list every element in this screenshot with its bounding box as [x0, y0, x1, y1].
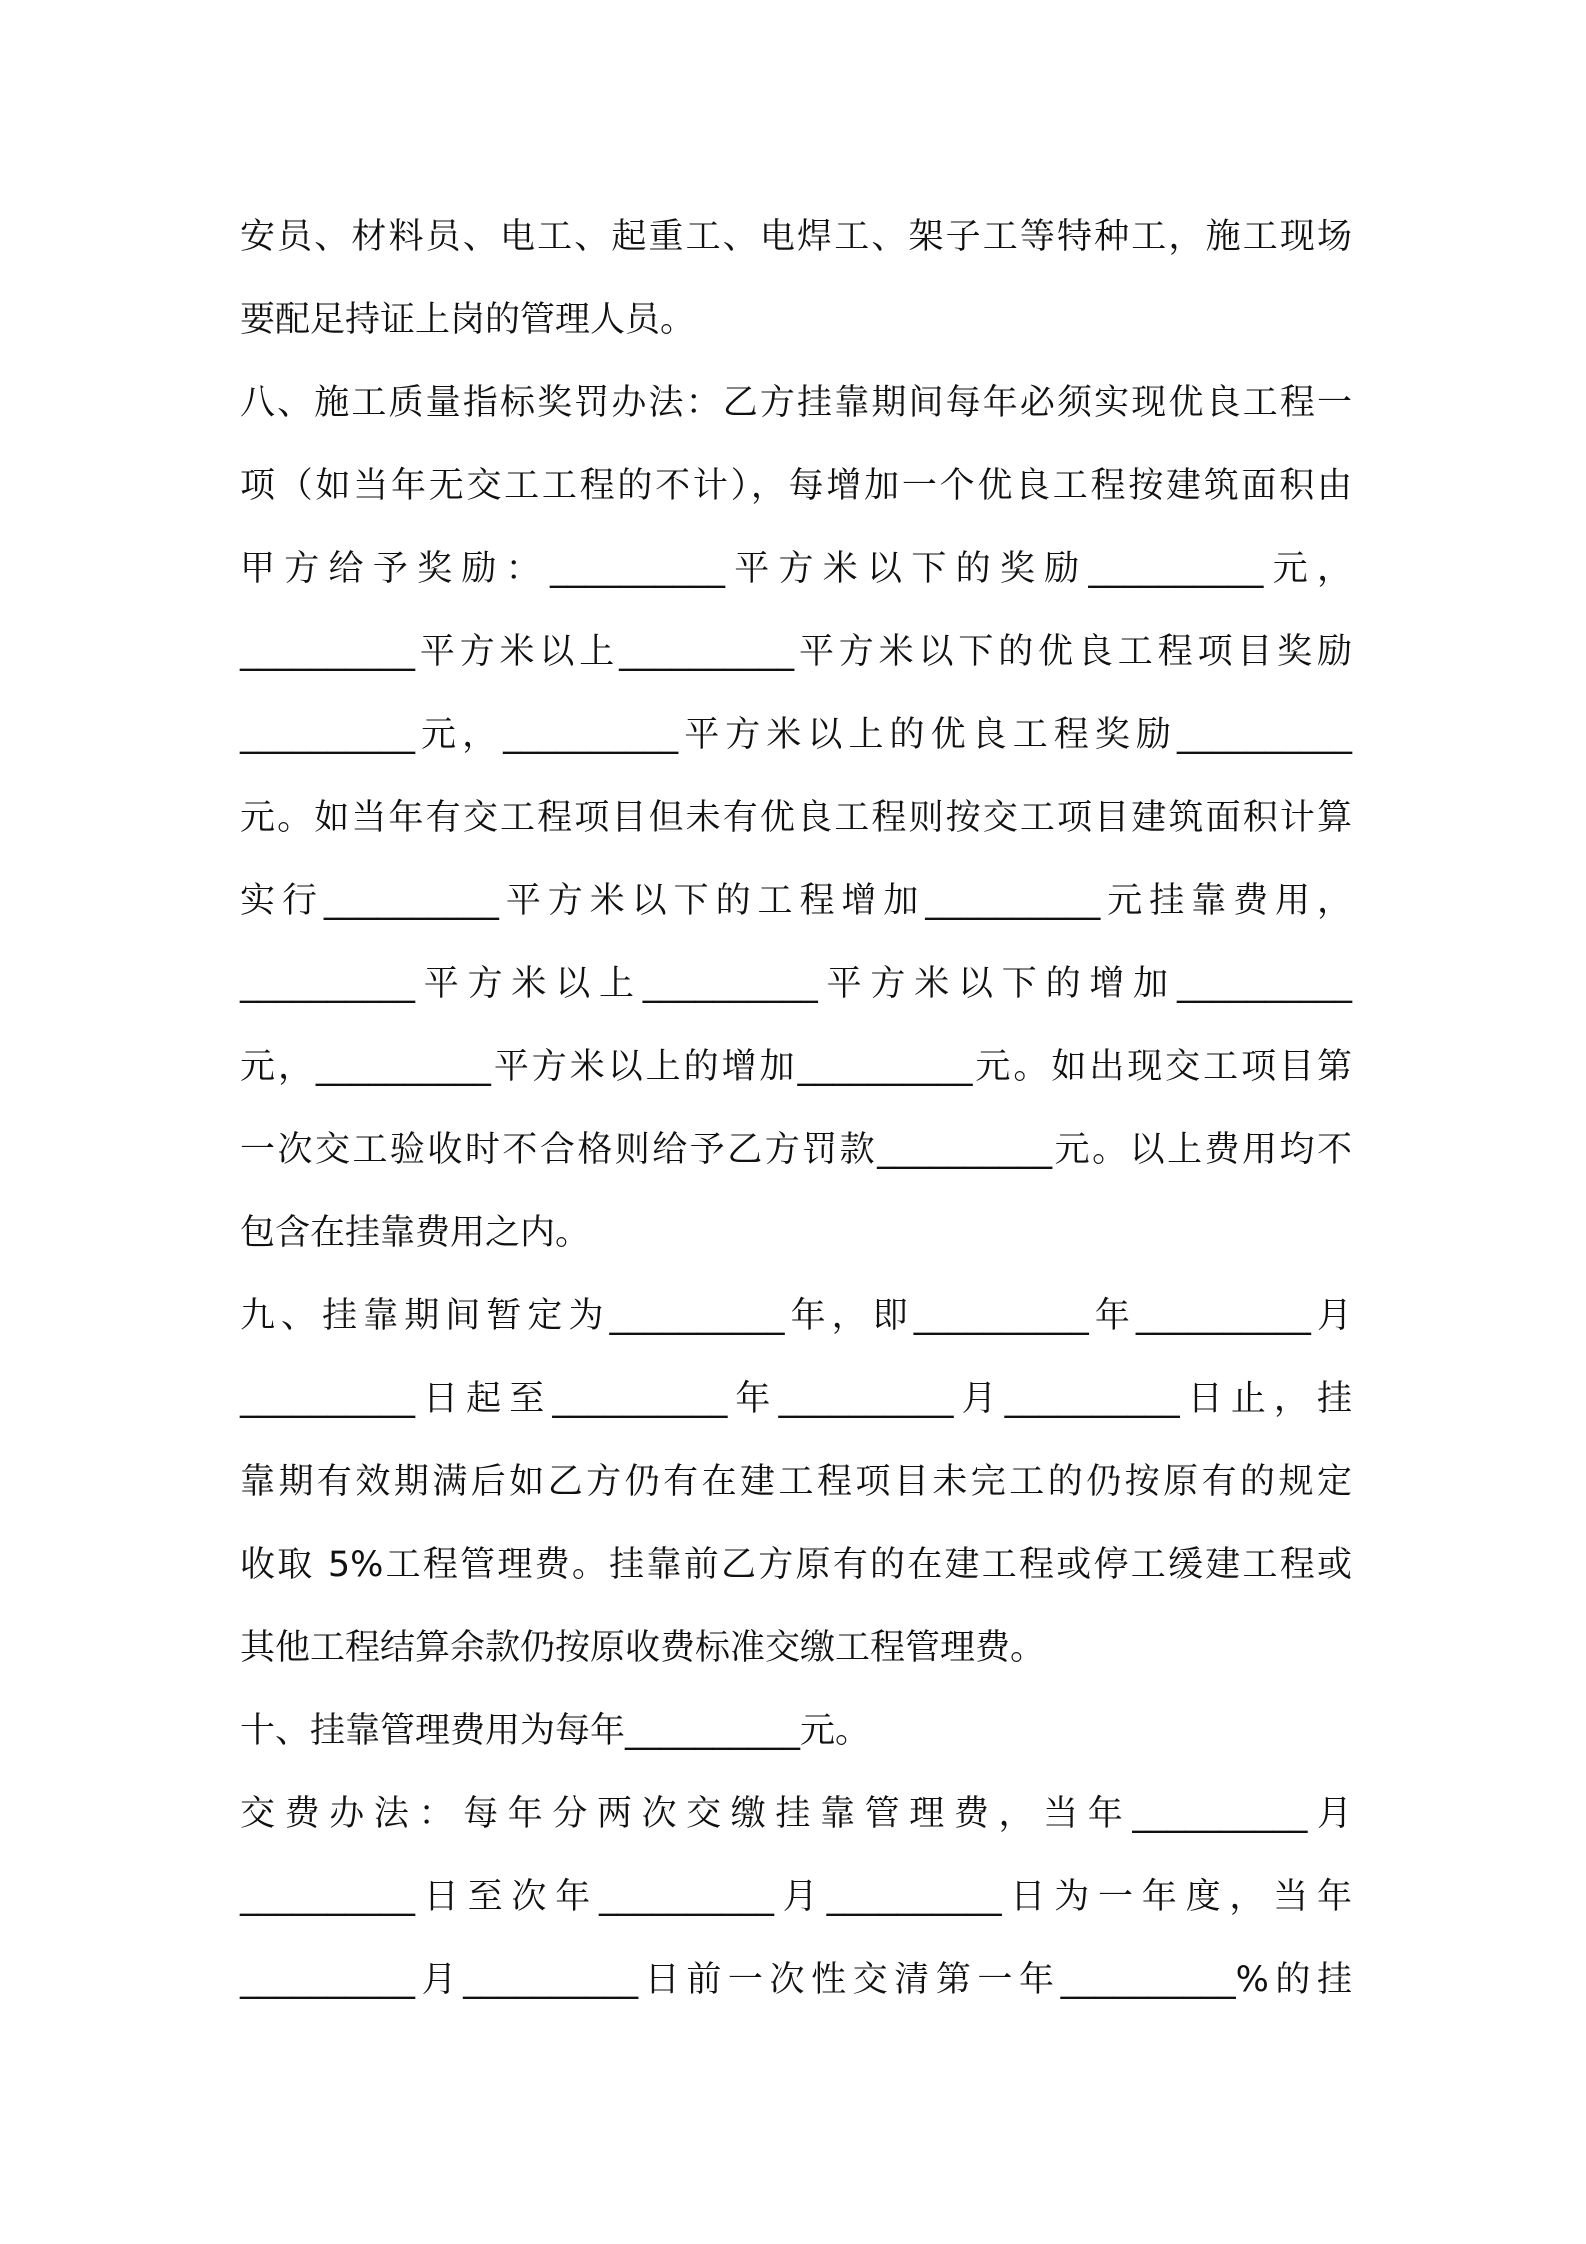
text-line: __________元，__________平方米以上的优良工程奖励__________ [240, 715, 1352, 755]
text-line: 靠期有效期满后如乙方仍有在建工程项目未完工的仍按原有的规定 [240, 1462, 1352, 1502]
text-line: __________平方米以上__________平方米以下的增加__________ [240, 964, 1352, 1004]
text-line: 安员、材料员、电工、起重工、电焊工、架子工等特种工，施工现场 [240, 217, 1352, 257]
text-line: 其他工程结算余款仍按原收费标准交缴工程管理费。 [240, 1628, 1046, 1668]
text-line: __________平方米以上__________平方米以下的优良工程项目奖励 [240, 632, 1352, 672]
text-line: 元，__________平方米以上的增加__________元。如出现交工项目第 [240, 1047, 1352, 1087]
text-line: 包含在挂靠费用之内。 [240, 1213, 591, 1253]
text-line: 一次交工验收时不合格则给予乙方罚款__________元。以上费用均不 [240, 1130, 1352, 1170]
text-line: 八、施工质量指标奖罚办法：乙方挂靠期间每年必须实现优良工程一 [240, 383, 1352, 423]
text-line: 项（如当年无交工工程的不计），每增加一个优良工程按建筑面积由 [240, 466, 1352, 506]
text-line: __________日至次年__________月__________日为一年度，当年 [240, 1877, 1352, 1917]
text-line: 元。如当年有交工程项目但未有优良工程则按交工项目建筑面积计算 [240, 798, 1352, 838]
text-line: 甲方给予奖励：__________平方米以下的奖励__________元， [240, 549, 1352, 589]
text-line: 交费办法：每年分两次交缴挂靠管理费，当年__________月 [240, 1794, 1352, 1834]
contract-text [240, 196, 1352, 2022]
text-line: 收取 5%工程管理费。挂靠前乙方原有的在建工程或停工缓建工程或 [240, 1545, 1352, 1585]
text-line: 实行__________平方米以下的工程增加__________元挂靠费用， [240, 881, 1352, 921]
text-line: 九、挂靠期间暂定为__________年，即__________年__________月 [240, 1296, 1352, 1336]
text-line: __________日起至__________年__________月__________日止，挂 [240, 1379, 1352, 1419]
text-line: __________月__________日前一次性交清第一年__________%的挂 [240, 1960, 1352, 2000]
text-line: 要配足持证上岗的管理人员。 [240, 300, 696, 340]
text-line: 十、挂靠管理费用为每年__________元。 [240, 1711, 871, 1751]
